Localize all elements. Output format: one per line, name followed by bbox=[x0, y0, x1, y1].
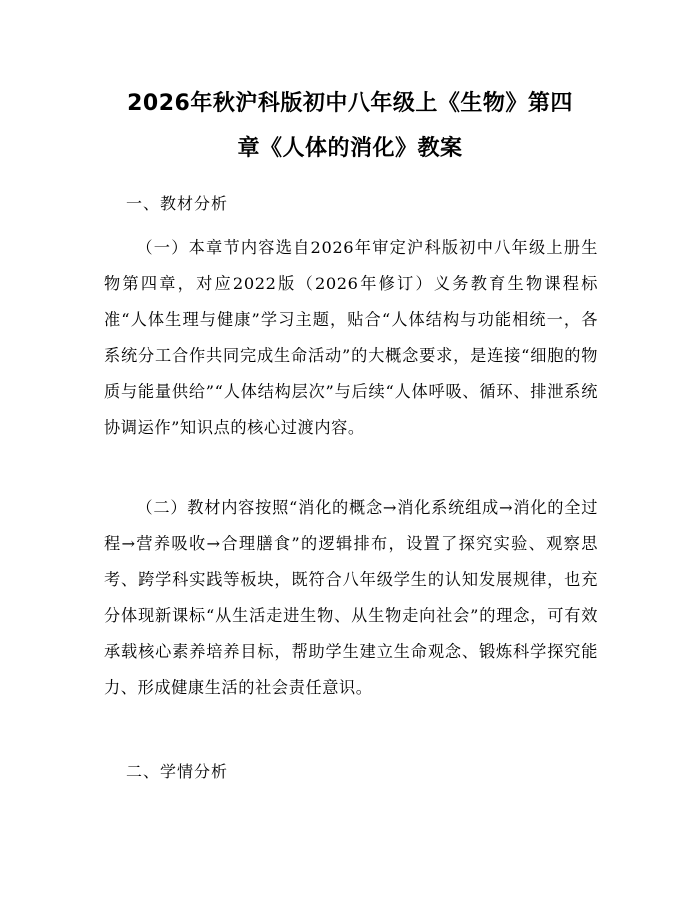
document-title-line-1: 2026年秋沪科版初中八年级上《生物》第四 bbox=[127, 91, 573, 116]
section-heading-textbook-analysis: 一、教材分析 bbox=[126, 194, 229, 213]
paragraph-textbook-source: （一）本章节内容选自2026年审定沪科版初中八年级上册生物第四章，对应2022版（2026年修订）义务教育生物课程标准“人体生理与健康”学习主题，贴合“人体结构与功能相统一，各系统分工合作共同完成生命活动”的大概念要求，是连接“细胞的物质与能量供给”“人体结构层次”与后续“人体呼吸、循环、排泄系统协调运作”知识点的核心过渡内容。 bbox=[104, 238, 598, 437]
section-heading-student-analysis: 二、学情分析 bbox=[126, 762, 229, 781]
paragraph-textbook-content: （二）教材内容按照“消化的概念→消化系统组成→消化的全过程→营养吸收→合理膳食”的逻辑排布，设置了探究实验、观察思考、跨学科实践等板块，既符合八年级学生的认知发展规律，也充分体现新课标“从生活走进生物、从生物走向社会”的理念，可有效承载核心素养培养目标，帮助学生建立生命观念、锻炼科学探究能力、形成健康生活的社会责任意识。 bbox=[104, 498, 598, 697]
document-title-line-2: 章《人体的消化》教案 bbox=[237, 136, 463, 161]
